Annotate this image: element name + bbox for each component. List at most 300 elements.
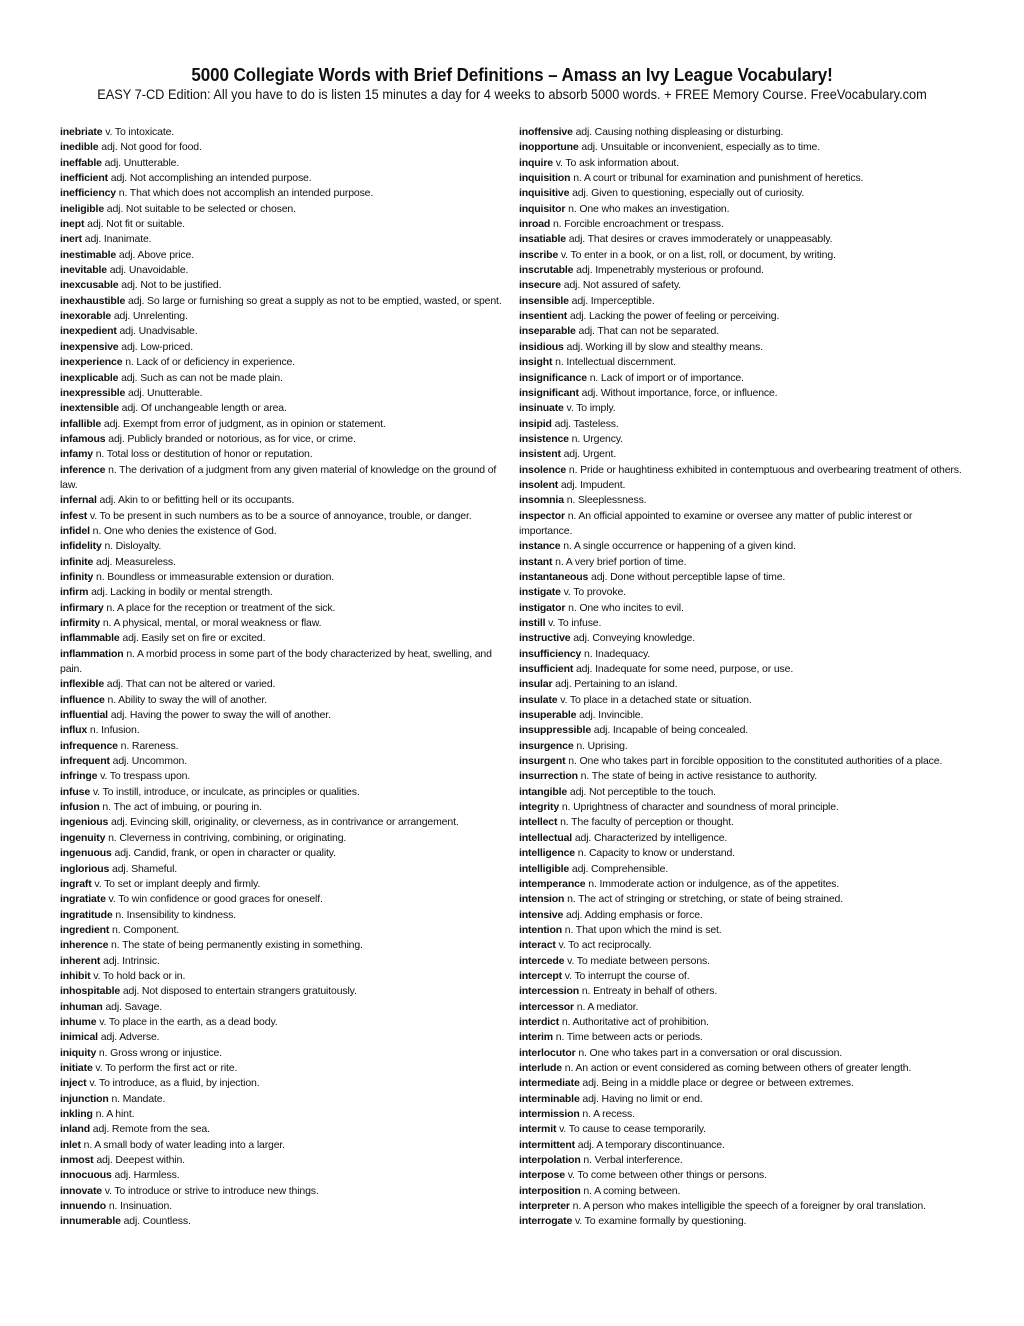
entry-definition: v. To enter in a book, or on a list, roll, or document, by writing.: [560, 248, 836, 261]
entry-definition: adj. Working ill by slow and stealthy means.: [566, 340, 763, 353]
entry-word: insufficiency: [519, 647, 582, 660]
word-entry: [519, 1214, 964, 1229]
entry-word: intermit: [519, 1123, 557, 1136]
entry-word: instigator: [519, 601, 566, 614]
word-entry: [60, 309, 505, 324]
word-entry: [60, 785, 505, 800]
entry-word: instance: [519, 540, 561, 553]
entry-definition: adj. That can not be altered or varied.: [106, 678, 276, 691]
entry-word: intermission: [519, 1108, 580, 1120]
word-entry: [60, 555, 505, 570]
entry-word: insufficient: [519, 663, 574, 676]
entry-definition: n. The faculty of perception or thought.: [560, 816, 734, 829]
entry-definition: adj. Unsuitable or inconvenient, especially as to time.: [581, 141, 821, 154]
word-entry: [519, 846, 964, 861]
entry-word: integrity: [519, 801, 560, 814]
entry-definition: n. Forcible encroachment or trespass.: [552, 218, 724, 231]
entry-definition: n. Entreaty in behalf of others.: [581, 985, 718, 998]
entry-word: inflammable: [60, 632, 120, 645]
word-entry: [60, 509, 505, 524]
entry-definition: adj. Being in a middle place or degree or between extremes.: [582, 1077, 854, 1090]
word-entry: [60, 263, 505, 278]
entry-word: inexpedient: [60, 325, 117, 338]
word-entry: [519, 785, 964, 800]
entry-word: instantaneous: [519, 570, 589, 583]
entry-word: inhume: [60, 1015, 97, 1028]
entry-definition: n. Lack of or deficiency in experience.: [125, 356, 296, 369]
entry-definition: n. One who takes part in a conversation or oral discussion.: [578, 1046, 843, 1059]
word-entry: [60, 769, 505, 784]
word-entry: [60, 800, 505, 815]
entry-definition: v. To trespass upon.: [100, 770, 191, 783]
entry-word: insolence: [519, 463, 567, 476]
word-entry: [519, 140, 964, 155]
word-entry: [519, 831, 964, 846]
entry-definition: adj. Intrinsic.: [103, 954, 160, 967]
word-entry: [519, 1030, 964, 1045]
word-entry: [519, 171, 964, 186]
entry-word: ingenuous: [60, 847, 112, 860]
entry-word: inhospitable: [60, 985, 121, 998]
entry-word: infrequent: [60, 755, 110, 768]
entry-definition: adj. Not disposed to entertain strangers gratuitously.: [122, 985, 357, 998]
word-entry: [60, 217, 505, 232]
entry-definition: adj. Akin to or befitting hell or its occupants.: [99, 494, 295, 507]
entry-word: infuse: [60, 785, 91, 798]
entry-definition: n. The state of being permanently existing in something.: [111, 939, 363, 952]
entry-word: insuperable: [519, 709, 577, 722]
entry-definition: n. Mandate.: [111, 1092, 166, 1105]
entry-word: inebriate: [60, 126, 103, 138]
word-entry: [60, 324, 505, 339]
entry-word: inherent: [60, 954, 101, 967]
entry-word: interlude: [519, 1061, 562, 1074]
word-entry: [519, 217, 964, 232]
entry-definition: n. A physical, mental, or moral weakness or flaw.: [102, 617, 322, 629]
word-entry: [519, 585, 964, 600]
entry-word: inseparable: [519, 325, 576, 338]
word-entry: [519, 1046, 964, 1061]
entry-word: infirmity: [60, 617, 101, 629]
entry-definition: adj. Having the power to sway the will of another.: [110, 709, 331, 722]
word-entry: [60, 140, 505, 155]
entry-definition: adj. Imperceptible.: [571, 294, 655, 307]
word-entry: [60, 708, 505, 723]
entry-definition: n. A single occurrence or happening of a given kind.: [563, 540, 796, 553]
entry-definition: adj. So large or furnishing so great a supply as not to be emptied, wasted, or spent.: [127, 294, 502, 307]
entry-word: insular: [519, 678, 553, 691]
entry-word: interlocutor: [519, 1046, 576, 1059]
entry-word: insipid: [519, 417, 552, 430]
word-entry: [519, 355, 964, 370]
entry-definition: adj. Not accomplishing an intended purpose.: [110, 172, 312, 185]
entry-definition: n. A small body of water leading into a larger.: [83, 1138, 285, 1151]
entry-word: inexpressible: [60, 386, 126, 399]
entry-definition: adj. Not assured of safety.: [563, 279, 681, 292]
entry-definition: v. To hold back or in.: [93, 969, 186, 982]
entry-word: innocuous: [60, 1169, 112, 1182]
entry-word: interminable: [519, 1092, 580, 1105]
word-entry: [60, 585, 505, 600]
word-entry: [519, 1184, 964, 1199]
word-entry: [60, 677, 505, 692]
entry-word: influence: [60, 693, 105, 706]
entry-word: ineligible: [60, 202, 105, 215]
entry-definition: n. A morbid process in some part of the body characterized by heat, swelling, and pain.: [60, 647, 492, 676]
entry-word: inexpensive: [60, 340, 119, 353]
word-entry: [60, 156, 505, 171]
left-column: [60, 125, 505, 1230]
entry-definition: n. Capacity to know or understand.: [577, 847, 735, 860]
entry-definition: n. Intellectual discernment.: [555, 356, 676, 369]
word-entry: [519, 417, 964, 432]
word-entry: [60, 278, 505, 293]
word-entry: [60, 1030, 505, 1045]
entry-word: influx: [60, 724, 88, 737]
word-entry: [60, 923, 505, 938]
entry-definition: n. A court or tribunal for examination and punishment of heretics.: [573, 172, 864, 185]
entry-word: insentient: [519, 310, 568, 323]
entry-word: inexplicable: [60, 371, 119, 384]
entry-word: infrequence: [60, 739, 118, 752]
entry-word: intelligible: [519, 862, 570, 875]
entry-definition: n. Total loss or destitution of honor or reputation.: [95, 448, 313, 461]
entry-definition: n. Uprising.: [576, 739, 628, 752]
word-entry: [60, 616, 505, 631]
word-entry: [60, 831, 505, 846]
word-entry: [519, 723, 964, 738]
entry-word: intension: [519, 893, 565, 906]
entry-word: inefficient: [60, 172, 108, 185]
word-entry: [60, 539, 505, 554]
entry-definition: v. To set or implant deeply and firmly.: [94, 877, 261, 890]
entry-word: inmost: [60, 1154, 94, 1167]
word-entry: [60, 202, 505, 217]
word-entry: [519, 677, 964, 692]
word-entry: [60, 938, 505, 953]
entry-word: inestimable: [60, 248, 117, 261]
document-title: 5000 Collegiate Words with Brief Definitions – Amass an Ivy League Vocabulary!: [191, 64, 833, 85]
entry-definition: n. A place for the reception or treatment of the sick.: [106, 601, 336, 614]
entry-word: infest: [60, 509, 88, 522]
entry-word: inscribe: [519, 248, 559, 261]
entry-word: insurgence: [519, 739, 574, 752]
entry-definition: v. To provoke.: [563, 586, 626, 599]
word-entry: [60, 432, 505, 447]
word-entry: [519, 186, 964, 201]
word-entry: [519, 938, 964, 953]
word-entry: [60, 171, 505, 186]
word-entry: [60, 723, 505, 738]
entry-definition: adj. Done without perceptible lapse of time.: [591, 570, 786, 583]
entry-word: inflammation: [60, 647, 124, 660]
word-entry: [60, 232, 505, 247]
entry-word: intention: [519, 923, 562, 936]
entry-word: insignificance: [519, 371, 587, 384]
entry-word: inexcusable: [60, 279, 119, 292]
entry-word: inexorable: [60, 310, 112, 323]
entry-definition: n. Urgency.: [571, 432, 623, 445]
entry-word: ingenuity: [60, 831, 106, 844]
entry-definition: adj. That can not be separated.: [578, 325, 720, 338]
entry-definition: adj. Unadvisable.: [119, 325, 198, 338]
entry-word: insulate: [519, 693, 558, 706]
entry-word: interpolation: [519, 1154, 581, 1167]
word-entry: [60, 1214, 505, 1229]
entry-word: infirm: [60, 586, 89, 599]
entry-definition: n. Pride or haughtiness exhibited in contemptuous and overbearing treatment of others.: [568, 463, 962, 476]
entry-definition: v. To perform the first act or rite.: [95, 1061, 238, 1074]
entry-definition: n. Boundless or immeasurable extension or duration.: [96, 570, 335, 583]
entry-word: instigate: [519, 586, 561, 599]
entry-word: instructive: [519, 632, 571, 645]
entry-word: inland: [60, 1123, 91, 1136]
entry-word: infidel: [60, 524, 90, 537]
word-entry: [519, 877, 964, 892]
word-entry: [60, 1168, 505, 1183]
entry-definition: adj. Impudent.: [560, 478, 626, 491]
entry-word: innumerable: [60, 1215, 121, 1228]
entry-word: interrogate: [519, 1215, 573, 1228]
word-entry: [60, 1046, 505, 1061]
entry-definition: v. To ask information about.: [555, 156, 679, 169]
entry-word: insensible: [519, 294, 569, 307]
entry-word: inept: [60, 218, 85, 231]
word-entry: [519, 432, 964, 447]
word-entry: [60, 1061, 505, 1076]
entry-definition: adj. That desires or craves immoderately or unappeasably.: [568, 233, 833, 246]
entry-definition: n. Time between acts or periods.: [555, 1031, 703, 1044]
entry-word: inference: [60, 463, 106, 476]
word-entry: [60, 908, 505, 923]
entry-word: interact: [519, 939, 556, 952]
entry-definition: n. Lack of import or of importance.: [589, 371, 744, 384]
entry-word: insomnia: [519, 494, 564, 507]
word-entry: [60, 815, 505, 830]
entry-definition: adj. Low-priced.: [121, 340, 193, 353]
word-entry: [519, 294, 964, 309]
entry-definition: adj. Pertaining to an island.: [555, 678, 678, 691]
entry-definition: n. One who makes an investigation.: [568, 202, 730, 215]
word-entry: [519, 662, 964, 677]
entry-definition: adj. Adding emphasis or force.: [565, 908, 703, 921]
entry-definition: adj. Publicly branded or notorious, as for vice, or crime.: [108, 432, 356, 445]
word-entry: [519, 232, 964, 247]
word-entry: [60, 601, 505, 616]
entry-definition: n. A very brief portion of time.: [555, 555, 687, 568]
entry-definition: n. An official appointed to examine or oversee any matter of public interest or importance.: [519, 509, 913, 537]
word-entry: [519, 601, 964, 616]
entry-definition: adj. Savage.: [105, 1000, 163, 1013]
entry-definition: v. To cause to cease temporarily.: [559, 1123, 706, 1136]
entry-word: inlet: [60, 1138, 81, 1151]
entry-definition: adj. Unutterable.: [127, 386, 203, 399]
word-entry: [519, 493, 964, 508]
entry-word: innuendo: [60, 1200, 107, 1213]
word-entry: [519, 708, 964, 723]
entry-definition: v. To mediate between persons.: [567, 954, 710, 967]
entry-word: inquisition: [519, 172, 571, 185]
page-header: [0, 64, 1024, 105]
entry-word: intellectual: [519, 831, 573, 844]
word-entry: [60, 1092, 505, 1107]
entry-word: insuppressible: [519, 724, 592, 737]
entry-definition: n. A mediator.: [576, 1000, 639, 1013]
entry-definition: v. To infuse.: [548, 617, 602, 629]
entry-word: infallible: [60, 417, 102, 430]
entry-word: inspector: [519, 509, 565, 522]
entry-definition: n. A coming between.: [583, 1184, 681, 1197]
entry-definition: n. Disloyalty.: [104, 540, 162, 553]
word-entry: [519, 1138, 964, 1153]
entry-definition: adj. Impenetrably mysterious or profound.: [576, 264, 764, 277]
word-entry: [60, 631, 505, 646]
entry-word: inopportune: [519, 141, 579, 154]
entry-definition: v. To instill, introduce, or inculcate, as principles or qualities.: [92, 785, 360, 798]
word-entry: [60, 754, 505, 769]
entry-definition: n. Gross wrong or injustice.: [98, 1046, 222, 1059]
word-entry: [519, 309, 964, 324]
entry-definition: v. To win confidence or good graces for oneself.: [108, 893, 323, 906]
word-entry: [60, 447, 505, 462]
entry-definition: n. Sleeplessness.: [566, 494, 647, 507]
entry-word: ingratitude: [60, 908, 113, 921]
entry-definition: n. That which does not accomplish an intended purpose.: [118, 187, 374, 200]
entry-definition: v. To be present in such numbers as to be a source of annoyance, trouble, or danger.: [89, 509, 472, 522]
entry-word: innovate: [60, 1184, 102, 1197]
word-entry: [519, 555, 964, 570]
entry-word: interpreter: [519, 1200, 570, 1213]
word-entry: [519, 693, 964, 708]
entry-definition: adj. Shameful.: [112, 862, 178, 875]
word-entry: [60, 355, 505, 370]
entry-word: intensive: [519, 908, 564, 921]
entry-definition: v. To act reciprocally.: [558, 939, 652, 952]
entry-definition: adj. Urgent.: [563, 448, 617, 461]
entry-definition: adj. Comprehensible.: [571, 862, 669, 875]
entry-definition: v. To come between other things or persons.: [567, 1169, 767, 1182]
word-entry: [60, 954, 505, 969]
entry-definition: adj. Not fit or suitable.: [87, 218, 185, 231]
entry-definition: n. A hint.: [95, 1108, 135, 1120]
entry-definition: v. To intoxicate.: [105, 126, 175, 138]
word-entry: [60, 739, 505, 754]
word-entry: [519, 616, 964, 631]
entry-definition: adj. Deepest within.: [96, 1154, 185, 1167]
word-entry: [519, 862, 964, 877]
entry-word: inedible: [60, 141, 99, 154]
word-entry: [60, 877, 505, 892]
word-entry: [519, 1076, 964, 1091]
entry-word: inhibit: [60, 969, 91, 982]
word-entry: [60, 1153, 505, 1168]
entry-word: ingenious: [60, 816, 109, 829]
entry-definition: adj. Causing nothing displeasing or disturbing.: [575, 126, 784, 138]
entry-word: ineffable: [60, 156, 102, 169]
entry-word: intermediate: [519, 1077, 580, 1090]
entry-word: insurrection: [519, 770, 578, 783]
word-entry: [60, 1015, 505, 1030]
entry-definition: n. Insensibility to kindness.: [115, 908, 236, 921]
entry-word: inextensible: [60, 402, 119, 415]
word-entry: [60, 340, 505, 355]
entry-definition: adj. Conveying knowledge.: [573, 632, 695, 645]
entry-definition: v. To examine formally by questioning.: [574, 1215, 747, 1228]
entry-word: infidelity: [60, 540, 102, 553]
entry-definition: adj. Inadequate for some need, purpose, or use.: [575, 663, 794, 676]
entry-word: insinuate: [519, 402, 564, 415]
entry-definition: n. A person who makes intelligible the speech of a foreigner by oral translation.: [572, 1200, 926, 1213]
entry-definition: adj. Incapable of being concealed.: [593, 724, 749, 737]
entry-definition: adj. Characterized by intelligence.: [574, 831, 728, 844]
entry-definition: adj. A temporary discontinuance.: [577, 1138, 725, 1151]
entry-definition: adj. Above price.: [118, 248, 194, 261]
entry-definition: n. Component.: [112, 923, 179, 936]
word-entry: [519, 1153, 964, 1168]
entry-word: ingraft: [60, 877, 92, 890]
word-entry: [60, 417, 505, 432]
entry-word: intellect: [519, 816, 558, 829]
entry-word: infamous: [60, 432, 106, 445]
entry-word: intercessor: [519, 1000, 574, 1013]
entry-word: infinite: [60, 555, 94, 568]
entry-word: inherence: [60, 939, 109, 952]
word-entry: [519, 278, 964, 293]
entry-definition: adj. Not good for food.: [101, 141, 202, 154]
entry-definition: adj. Lacking in bodily or mental strength.: [91, 586, 273, 599]
word-entry: [519, 1061, 964, 1076]
word-entry: [60, 125, 505, 140]
entry-word: infringe: [60, 770, 98, 783]
entry-definition: v. To interrupt the course of.: [564, 969, 690, 982]
entry-word: inhuman: [60, 1000, 103, 1013]
entry-definition: adj. Lacking the power of feeling or perceiving.: [569, 310, 780, 323]
entry-word: inquisitor: [519, 202, 566, 215]
entry-definition: n. Insinuation.: [108, 1200, 172, 1213]
entry-definition: n. Cleverness in contriving, combining, or originating.: [108, 831, 347, 844]
entry-definition: adj. Not suitable to be selected or chosen.: [106, 202, 296, 215]
entry-word: inoffensive: [519, 126, 573, 138]
word-entry: [60, 1138, 505, 1153]
entry-word: insistent: [519, 448, 561, 461]
entry-word: iniquity: [60, 1046, 97, 1059]
entry-definition: n. One who incites to evil.: [568, 601, 684, 614]
entry-definition: adj. Adverse.: [100, 1031, 160, 1044]
word-entry: [519, 1015, 964, 1030]
entry-definition: adj. Exempt from error of judgment, as in opinion or statement.: [103, 417, 386, 430]
entry-word: intelligence: [519, 847, 575, 860]
word-entry: [519, 386, 964, 401]
entry-definition: n. Uprightness of character and soundness of moral principle.: [561, 801, 839, 814]
entry-word: inglorious: [60, 862, 110, 875]
entry-word: intangible: [519, 785, 568, 798]
entry-definition: v. To introduce, as a fluid, by injection.: [89, 1077, 260, 1090]
entry-word: inefficiency: [60, 187, 116, 200]
word-entry: [519, 156, 964, 171]
entry-word: insurgent: [519, 755, 566, 768]
word-entry: [60, 524, 505, 539]
entry-definition: adj. Remote from the sea.: [92, 1123, 210, 1136]
word-entry: [60, 401, 505, 416]
entry-definition: adj. Not to be justified.: [121, 279, 222, 292]
word-entry: [60, 493, 505, 508]
entry-definition: n. Ability to sway the will of another.: [107, 693, 267, 706]
entry-word: influential: [60, 709, 108, 722]
word-entry: [60, 984, 505, 999]
word-entry: [60, 186, 505, 201]
word-entry: [519, 769, 964, 784]
entry-definition: adj. Given to questioning, especially out of curiosity.: [572, 187, 805, 200]
